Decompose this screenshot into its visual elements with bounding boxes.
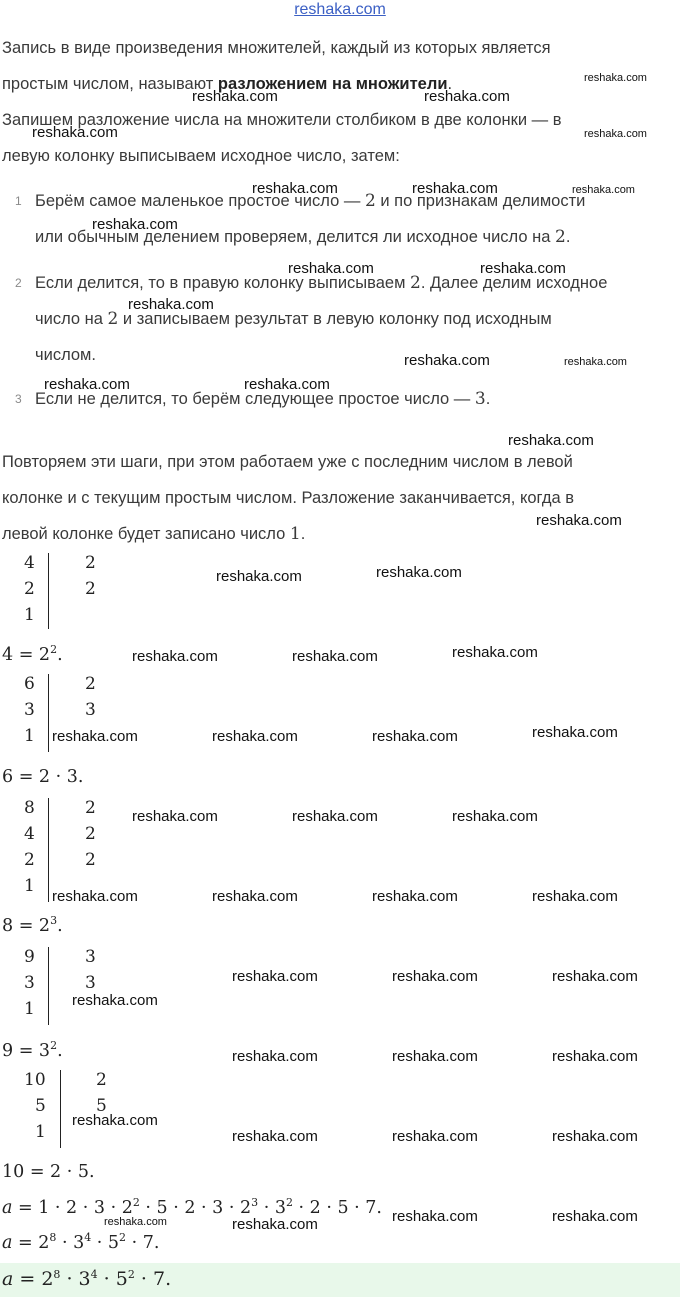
- watermark: reshaka.com: [532, 888, 618, 905]
- watermark: reshaka.com: [552, 968, 638, 985]
- watermark: reshaka.com: [244, 376, 330, 393]
- result-equation-10: 10 = 2 · 5.: [2, 1162, 95, 1182]
- watermark: reshaka.com: [584, 128, 647, 140]
- summary-paragraph: [2, 444, 674, 552]
- summary-line: Повторяем эти шаги, при этом работаем уже с последним числом в левой: [2, 453, 573, 471]
- table-cell-left: 4: [24, 553, 35, 573]
- watermark: reshaka.com: [452, 808, 538, 825]
- table-cell-left: 9: [24, 947, 35, 967]
- table-cell-right: 2: [85, 798, 96, 818]
- table-cell-right: 2: [85, 674, 96, 694]
- watermark: reshaka.com: [564, 356, 627, 368]
- table-divider: [48, 947, 49, 1025]
- table-divider: [60, 1070, 61, 1148]
- table-cell-left: 4: [24, 824, 35, 844]
- table-divider: [48, 553, 49, 629]
- table-cell-left: 3: [24, 973, 35, 993]
- table-cell-left: 5: [35, 1096, 46, 1116]
- watermark: reshaka.com: [288, 260, 374, 277]
- table-cell-left: 1: [24, 876, 35, 896]
- watermark: reshaka.com: [92, 216, 178, 233]
- watermark: reshaka.com: [480, 260, 566, 277]
- table-cell-left: 8: [24, 798, 35, 818]
- watermark: reshaka.com: [212, 888, 298, 905]
- summary-line: колонке и с текущим простым числом. Разложение заканчивается, когда в: [2, 489, 574, 507]
- watermark: reshaka.com: [412, 180, 498, 197]
- watermark: reshaka.com: [536, 512, 622, 529]
- step-line: Если делится, то в правую колонку выписываем 2. Далее делим исходное: [35, 273, 608, 293]
- table-cell-left: 2: [24, 850, 35, 870]
- table-cell-left: 1: [24, 605, 35, 625]
- watermark: reshaka.com: [132, 648, 218, 665]
- table-cell-right: 2: [96, 1070, 107, 1090]
- step-line: число на 2 и записываем результат в левую колонку под исходным: [35, 309, 552, 329]
- watermark: reshaka.com: [212, 728, 298, 745]
- watermark: reshaka.com: [372, 728, 458, 745]
- step-line: или обычным делением проверяем, делится ли исходное число на 2.: [35, 227, 571, 247]
- term-bold: разложением на множители: [217, 75, 448, 93]
- watermark: reshaka.com: [216, 568, 302, 585]
- watermark: reshaka.com: [52, 888, 138, 905]
- table-cell-left: 1: [35, 1122, 46, 1142]
- watermark: reshaka.com: [232, 1048, 318, 1065]
- watermark: reshaka.com: [552, 1128, 638, 1145]
- watermark: reshaka.com: [72, 992, 158, 1009]
- summary-line: левой колонке будет записано число 1.: [2, 524, 306, 544]
- watermark: reshaka.com: [292, 648, 378, 665]
- watermark: reshaka.com: [392, 1128, 478, 1145]
- intro-line: простым числом, называют разложением на множители.: [2, 75, 453, 93]
- table-cell-left: 1: [24, 726, 35, 746]
- watermark: reshaka.com: [424, 88, 510, 105]
- table-divider: [48, 674, 49, 752]
- watermark: reshaka.com: [404, 352, 490, 369]
- result-equation-8: $8 = 2^3$.: [2, 914, 63, 936]
- expansion-equation: $a = 1 \cdot 2 \cdot 3 \cdot 2^2 \cdot 5 \cdot 2 \cdot 3 \cdot 2^3 \cdot 3^2 \cdot 2 \cdot 5 \cdot 7$.: [2, 1196, 382, 1218]
- watermark: reshaka.com: [44, 376, 130, 393]
- watermark: reshaka.com: [104, 1216, 167, 1228]
- intro-paragraph: [2, 30, 674, 174]
- table-divider: [48, 798, 49, 902]
- table-cell-right: 3: [85, 947, 96, 967]
- simplified-equation: $a = 2^8 \cdot 3^4 \cdot 5^2 \cdot 7$.: [2, 1231, 160, 1253]
- watermark: reshaka.com: [392, 1048, 478, 1065]
- table-cell-right: 2: [85, 850, 96, 870]
- result-equation-9: $9 = 3^2$.: [2, 1039, 63, 1061]
- step-line: Если не делится, то берём следующее простое число — 3.: [35, 389, 491, 409]
- step-number: 2: [15, 276, 22, 290]
- table-cell-right: 2: [85, 824, 96, 844]
- watermark: reshaka.com: [128, 296, 214, 313]
- watermark: reshaka.com: [32, 124, 118, 141]
- table-cell-right: 2: [85, 579, 96, 599]
- watermark: reshaka.com: [552, 1208, 638, 1225]
- table-cell-left: 10: [24, 1070, 46, 1090]
- table-cell-left: 6: [24, 674, 35, 694]
- table-cell-right: 3: [85, 973, 96, 993]
- step-line: числом.: [35, 346, 96, 364]
- watermark: reshaka.com: [392, 968, 478, 985]
- intro-line: левую колонку выписываем исходное число, затем:: [2, 147, 400, 165]
- step-line: Берём самое маленькое простое число — 2 и по признакам делимости: [35, 191, 586, 211]
- result-equation-4: $4 = 2^2$.: [2, 643, 63, 665]
- table-cell-left: 1: [24, 999, 35, 1019]
- watermark: reshaka.com: [192, 88, 278, 105]
- table-cell-right: 5: [96, 1096, 107, 1116]
- watermark: reshaka.com: [72, 1112, 158, 1129]
- table-cell-left: 2: [24, 579, 35, 599]
- step-number: 1: [15, 194, 22, 208]
- watermark: reshaka.com: [232, 968, 318, 985]
- table-cell-right: 3: [85, 700, 96, 720]
- intro-line: Запишем разложение числа на множители столбиком в две колонки — в: [2, 111, 562, 129]
- watermark: reshaka.com: [232, 1216, 318, 1233]
- table-cell-right: 2: [85, 553, 96, 573]
- site-header-link[interactable]: reshaka.com: [294, 1, 386, 18]
- result-equation-6: 6 = 2 · 3.: [2, 767, 84, 787]
- watermark: reshaka.com: [376, 564, 462, 581]
- watermark: reshaka.com: [132, 808, 218, 825]
- watermark: reshaka.com: [252, 180, 338, 197]
- watermark: reshaka.com: [372, 888, 458, 905]
- answer-highlight: [0, 1263, 680, 1297]
- watermark: reshaka.com: [572, 184, 635, 196]
- step-number: 3: [15, 392, 22, 406]
- watermark: reshaka.com: [292, 808, 378, 825]
- table-cell-left: 3: [24, 700, 35, 720]
- answer-equation: $a = 2^8 \cdot 3^4 \cdot 5^2 \cdot 7$.: [2, 1268, 172, 1290]
- intro-line: Запись в виде произведения множителей, каждый из которых является: [2, 39, 551, 57]
- watermark: reshaka.com: [232, 1128, 318, 1145]
- watermark: reshaka.com: [52, 728, 138, 745]
- watermark: reshaka.com: [452, 644, 538, 661]
- watermark: reshaka.com: [584, 72, 647, 84]
- watermark: reshaka.com: [552, 1048, 638, 1065]
- watermark: reshaka.com: [508, 432, 594, 449]
- watermark: reshaka.com: [392, 1208, 478, 1225]
- watermark: reshaka.com: [532, 724, 618, 741]
